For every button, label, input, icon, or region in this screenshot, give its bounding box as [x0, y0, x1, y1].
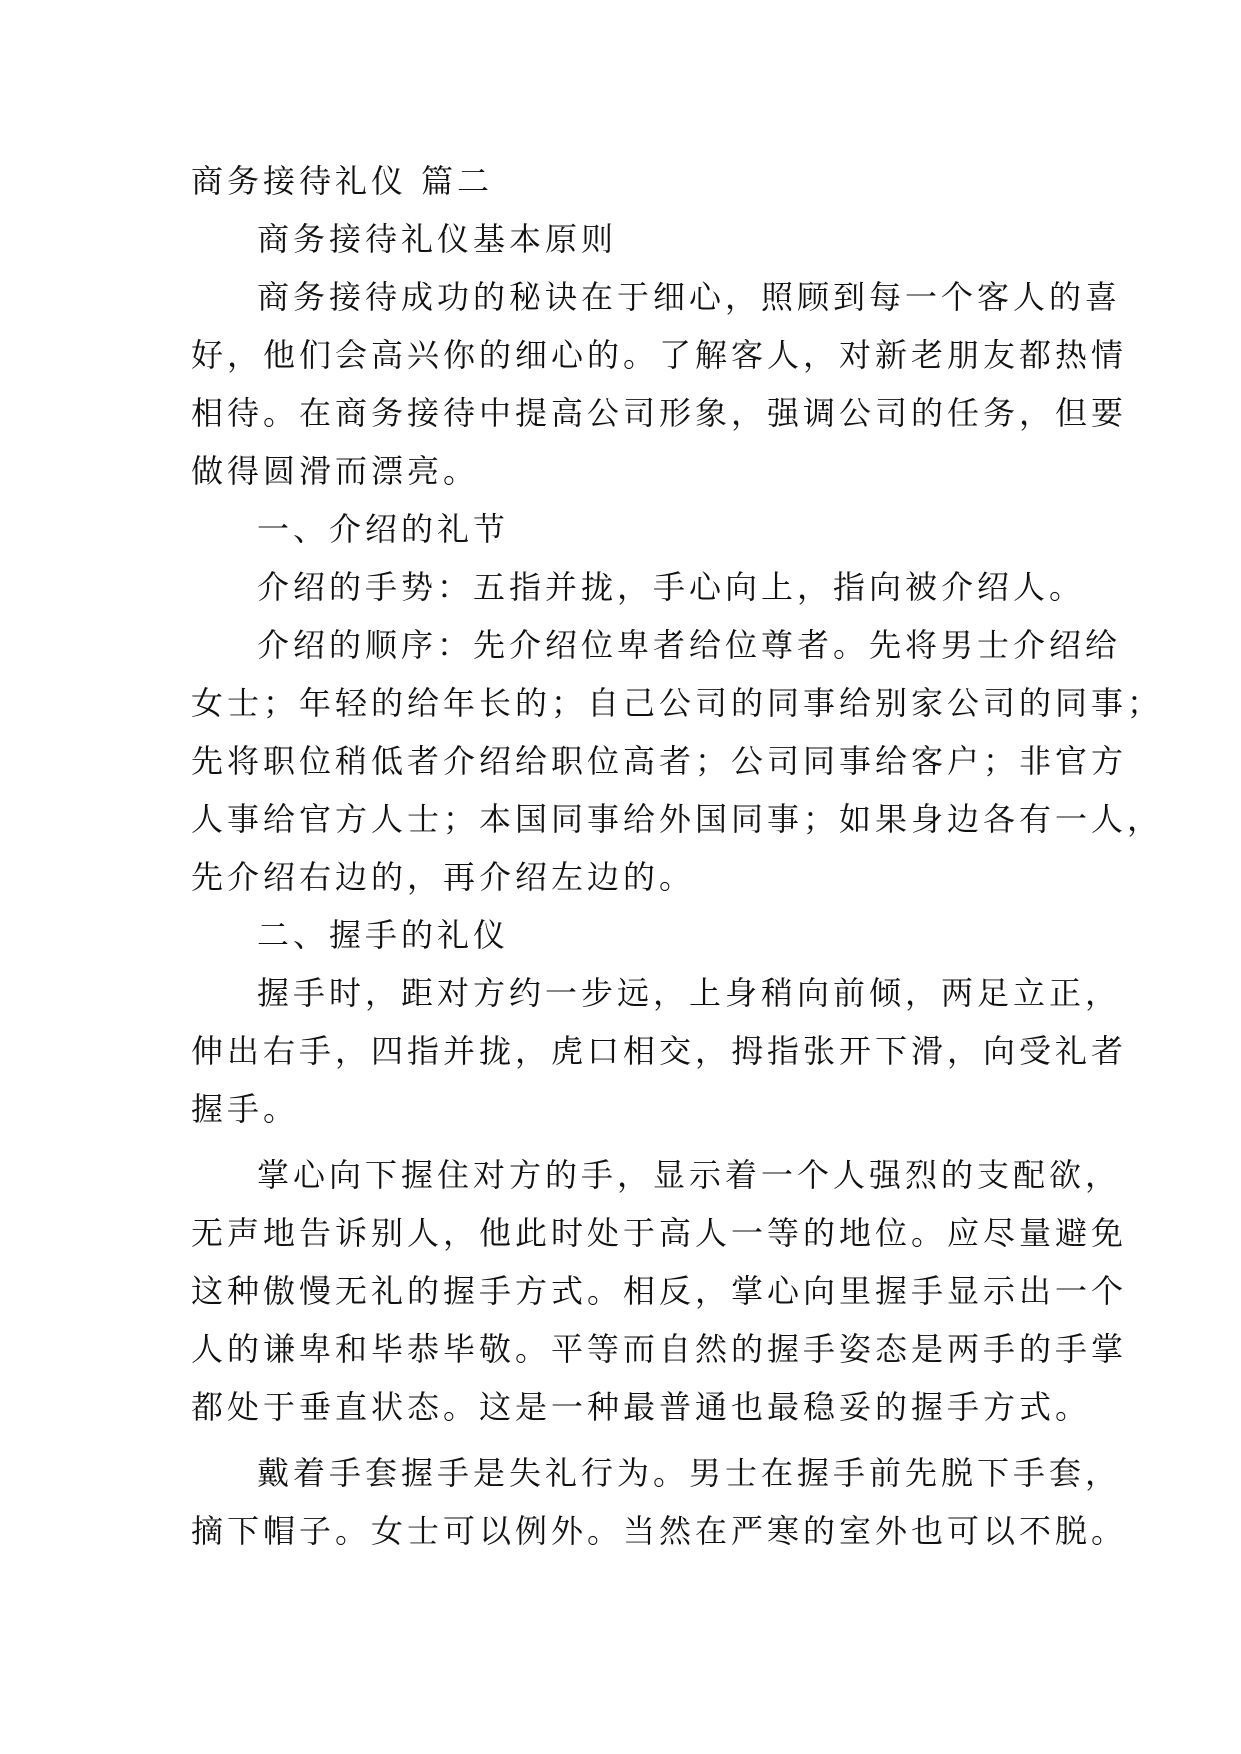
paragraph-line: 女士；年轻的给年长的；自己公司的同事给别家公司的同事； — [191, 684, 1164, 722]
document-page — [191, 152, 1164, 1560]
paragraph-gloves — [191, 1444, 1128, 1560]
paragraph-line: 人事给官方人士；本国同事给外国同事；如果身边各有一人， — [191, 800, 1164, 838]
paragraph-line: 介绍的手势：五指并拢，手心向上，指向被介绍人。 — [257, 568, 1086, 606]
section-heading-introduction: 一、介绍的礼节 — [257, 510, 510, 548]
paragraph-line: 做得圆滑而漂亮。 — [191, 452, 480, 490]
paragraph-line: 先介绍右边的，再介绍左边的。 — [191, 858, 696, 896]
paragraph-handshake-posture — [191, 964, 1128, 1138]
paragraph-line: 握手。 — [191, 1090, 300, 1128]
paragraph-introduction-order — [191, 616, 1164, 906]
paragraph-line: 握手时，距对方约一步远，上身稍向前倾，两足立正， — [257, 974, 1122, 1012]
paragraph-line: 摘下帽子。女士可以例外。当然在严寒的室外也可以不脱。 — [191, 1512, 1128, 1550]
paragraph-line: 掌心向下握住对方的手，显示着一个人强烈的支配欲， — [257, 1156, 1122, 1194]
paragraph-line: 无声地告诉别人，他此时处于高人一等的地位。应尽量避免 — [191, 1214, 1128, 1252]
paragraph-line: 好，他们会高兴你的细心的。了解客人，对新老朋友都热情 — [191, 336, 1128, 374]
paragraph-line: 先将职位稍低者介绍给职位高者；公司同事给客户；非官方 — [191, 742, 1128, 780]
document-subtitle: 商务接待礼仪基本原则 — [257, 220, 618, 258]
paragraph-line: 商务接待成功的秘诀在于细心，照顾到每一个客人的喜 — [257, 278, 1122, 316]
paragraph-line: 人的谦卑和毕恭毕敬。平等而自然的握手姿态是两手的手掌 — [191, 1330, 1128, 1368]
paragraph-line: 戴着手套握手是失礼行为。男士在握手前先脱下手套， — [257, 1454, 1122, 1492]
paragraph-intro — [191, 268, 1128, 500]
section-heading-handshake: 二、握手的礼仪 — [257, 916, 510, 954]
paragraph-palm-direction — [191, 1146, 1128, 1436]
paragraph-line: 这种傲慢无礼的握手方式。相反，掌心向里握手显示出一个 — [191, 1272, 1128, 1310]
paragraph-line: 都处于垂直状态。这是一种最普通也最稳妥的握手方式。 — [191, 1388, 1092, 1426]
paragraph-line: 伸出右手，四指并拢，虎口相交，拇指张开下滑，向受礼者 — [191, 1032, 1128, 1070]
paragraph-line: 介绍的顺序：先介绍位卑者给位尊者。先将男士介绍给 — [257, 626, 1122, 664]
document-title: 商务接待礼仪 篇二 — [191, 162, 494, 200]
paragraph-line: 相待。在商务接待中提高公司形象，强调公司的任务，但要 — [191, 394, 1128, 432]
